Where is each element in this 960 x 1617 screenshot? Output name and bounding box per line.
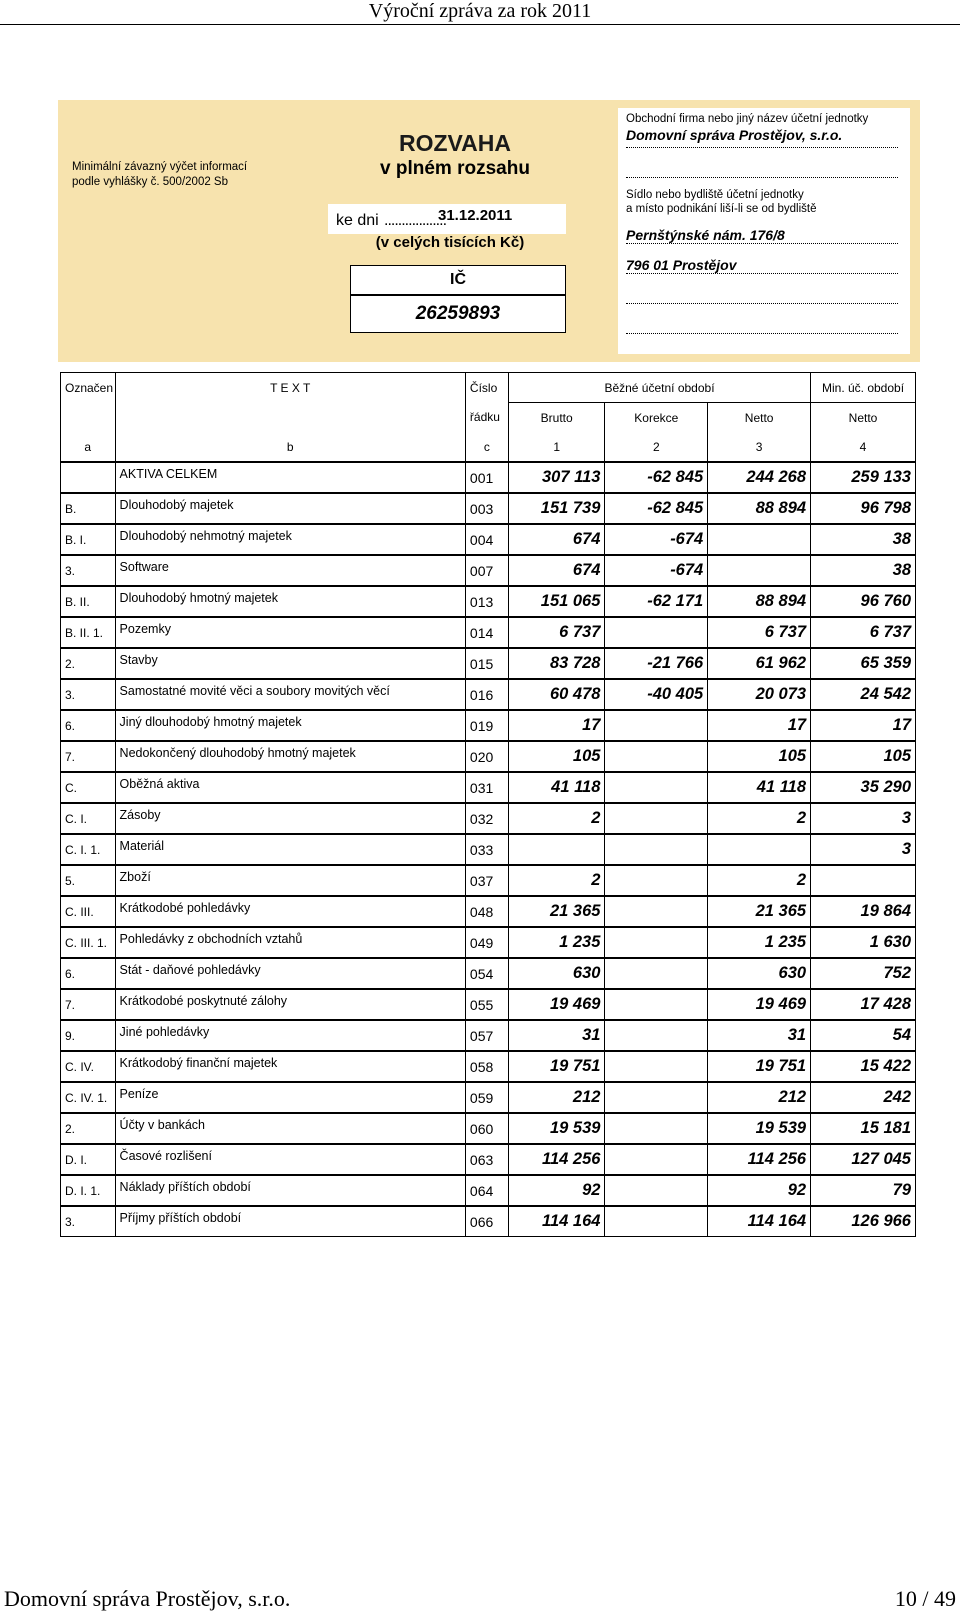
table-row	[61, 1175, 916, 1206]
table-row	[61, 524, 916, 555]
brutto-value: 114 256	[508, 1144, 605, 1175]
korekce-value	[605, 772, 708, 803]
row-text	[115, 462, 465, 493]
seat-label-2: a místo podnikání liší-li se od bydliště	[626, 203, 817, 215]
date-value: 31.12.2011	[438, 207, 513, 224]
table-row	[61, 462, 916, 493]
row-designation: B. I.	[61, 524, 116, 555]
row-text	[115, 1082, 465, 1113]
row-designation: C.	[61, 772, 116, 803]
netto-previous-value: 15 181	[811, 1113, 916, 1144]
row-text	[115, 1175, 465, 1206]
korekce-value: -62 171	[605, 586, 708, 617]
header-col-c: c	[465, 432, 508, 462]
netto-previous-value: 54	[811, 1020, 916, 1051]
row-designation: 6.	[61, 710, 116, 741]
netto-previous-value	[811, 865, 916, 896]
minimal-line-2: podle vyhlášky č. 500/2002 Sb	[72, 176, 228, 188]
row-text	[115, 958, 465, 989]
row-designation: 6.	[61, 958, 116, 989]
netto-value: 212	[708, 1082, 811, 1113]
header-min-obdobi: Min. úč. období	[811, 373, 916, 403]
table-header	[61, 373, 916, 463]
row-text	[115, 555, 465, 586]
row-number: 014	[465, 617, 508, 648]
netto-value: 21 365	[708, 896, 811, 927]
row-text-label: Jiný dlouhodobý hmotný majetek	[119, 715, 302, 729]
korekce-value	[605, 741, 708, 772]
korekce-value	[605, 803, 708, 834]
ic-label: IČ	[350, 265, 566, 295]
row-number: 057	[465, 1020, 508, 1051]
row-text	[115, 524, 465, 555]
row-number: 015	[465, 648, 508, 679]
header-col-2: 2	[605, 432, 708, 462]
row-text-label: Zásoby	[119, 808, 161, 822]
korekce-value: -21 766	[605, 648, 708, 679]
brutto-value: 212	[508, 1082, 605, 1113]
netto-previous-value: 38	[811, 555, 916, 586]
row-text	[115, 896, 465, 927]
minimal-requirements-note	[72, 160, 272, 190]
header-col-4: 4	[811, 432, 916, 462]
row-designation: D. I. 1.	[61, 1175, 116, 1206]
netto-previous-value: 242	[811, 1082, 916, 1113]
netto-previous-value: 79	[811, 1175, 916, 1206]
row-text-label: Příjmy příštích období	[119, 1211, 242, 1225]
row-number: 064	[465, 1175, 508, 1206]
row-text	[115, 989, 465, 1020]
row-designation: B. II. 1.	[61, 617, 116, 648]
table-body	[61, 462, 916, 1237]
row-text-label: Časové rozlišení	[119, 1149, 212, 1163]
table-row	[61, 1051, 916, 1082]
row-text-label: Dlouhodobý nehmotný majetek	[119, 529, 292, 543]
brutto-value: 674	[508, 524, 605, 555]
korekce-value	[605, 1051, 708, 1082]
korekce-value	[605, 989, 708, 1020]
firm-name: Domovní správa Prostějov, s.r.o.	[626, 127, 843, 143]
row-text	[115, 493, 465, 524]
table-row	[61, 803, 916, 834]
header-brutto: Brutto	[508, 403, 605, 433]
row-number: 058	[465, 1051, 508, 1082]
brutto-value: 630	[508, 958, 605, 989]
netto-value: 105	[708, 741, 811, 772]
brutto-value: 17	[508, 710, 605, 741]
row-number: 066	[465, 1206, 508, 1237]
korekce-value	[605, 1144, 708, 1175]
brutto-value: 19 469	[508, 989, 605, 1020]
row-designation: 3.	[61, 679, 116, 710]
netto-value: 61 962	[708, 648, 811, 679]
row-designation: C. III.	[61, 896, 116, 927]
row-text	[115, 1020, 465, 1051]
row-number: 060	[465, 1113, 508, 1144]
row-text-label: Pozemky	[119, 622, 171, 636]
brutto-value: 92	[508, 1175, 605, 1206]
row-text	[115, 741, 465, 772]
row-number: 063	[465, 1144, 508, 1175]
header-empty	[61, 403, 116, 433]
table-row	[61, 958, 916, 989]
netto-previous-value: 259 133	[811, 462, 916, 493]
row-text	[115, 834, 465, 865]
row-number: 037	[465, 865, 508, 896]
table-row	[61, 617, 916, 648]
table-row	[61, 679, 916, 710]
table-row	[61, 989, 916, 1020]
netto-value: 20 073	[708, 679, 811, 710]
row-text-label: Software	[119, 560, 169, 574]
brutto-value: 19 539	[508, 1113, 605, 1144]
netto-value: 114 256	[708, 1144, 811, 1175]
netto-previous-value: 17 428	[811, 989, 916, 1020]
row-number: 054	[465, 958, 508, 989]
table-row	[61, 555, 916, 586]
netto-value	[708, 555, 811, 586]
table-row	[61, 772, 916, 803]
row-number: 004	[465, 524, 508, 555]
row-number: 055	[465, 989, 508, 1020]
brutto-value: 151 065	[508, 586, 605, 617]
row-number: 032	[465, 803, 508, 834]
row-text-label: Nedokončený dlouhodobý hmotný majetek	[119, 746, 356, 760]
row-text	[115, 710, 465, 741]
table-row	[61, 648, 916, 679]
brutto-value: 6 737	[508, 617, 605, 648]
netto-value: 19 469	[708, 989, 811, 1020]
row-designation: B. II.	[61, 586, 116, 617]
row-text-label: Samostatné movité věci a soubory movitých věcí	[119, 684, 390, 698]
header-cislo: Číslo	[465, 373, 508, 403]
header-oznaceni: Označen	[61, 373, 116, 403]
netto-previous-value: 752	[811, 958, 916, 989]
city-address: 796 01 Prostějov	[626, 257, 737, 273]
row-number: 003	[465, 493, 508, 524]
netto-value	[708, 524, 811, 555]
korekce-value	[605, 617, 708, 648]
row-number: 016	[465, 679, 508, 710]
header-col-1: 1	[508, 432, 605, 462]
row-text-label: Stát - daňové pohledávky	[119, 963, 261, 977]
netto-previous-value: 19 864	[811, 896, 916, 927]
header-radku: řádku	[465, 403, 508, 433]
netto-value: 630	[708, 958, 811, 989]
row-designation: 2.	[61, 648, 116, 679]
row-number: 033	[465, 834, 508, 865]
korekce-value	[605, 1206, 708, 1237]
table-row	[61, 865, 916, 896]
row-designation: 3.	[61, 1206, 116, 1237]
row-text	[115, 865, 465, 896]
row-designation	[61, 462, 116, 493]
korekce-value	[605, 1175, 708, 1206]
netto-previous-value: 3	[811, 803, 916, 834]
netto-value	[708, 834, 811, 865]
row-text-label: Krátkodobé pohledávky	[119, 901, 251, 915]
netto-previous-value: 105	[811, 741, 916, 772]
netto-previous-value: 6 737	[811, 617, 916, 648]
row-designation: C. III. 1.	[61, 927, 116, 958]
row-number: 031	[465, 772, 508, 803]
row-designation: 5.	[61, 865, 116, 896]
netto-value: 17	[708, 710, 811, 741]
brutto-value: 60 478	[508, 679, 605, 710]
brutto-value: 2	[508, 803, 605, 834]
netto-value: 41 118	[708, 772, 811, 803]
korekce-value	[605, 927, 708, 958]
korekce-value	[605, 834, 708, 865]
brutto-value	[508, 834, 605, 865]
netto-value: 19 539	[708, 1113, 811, 1144]
netto-value: 2	[708, 865, 811, 896]
header-col-b: b	[115, 432, 465, 462]
netto-value: 6 737	[708, 617, 811, 648]
table-row	[61, 834, 916, 865]
seat-label-1: Sídlo nebo bydliště účetní jednotky	[626, 189, 804, 201]
netto-previous-value: 1 630	[811, 927, 916, 958]
row-designation: D. I.	[61, 1144, 116, 1175]
dotted-line	[626, 242, 898, 244]
dotted-line	[626, 146, 898, 148]
footer-company: Domovní správa Prostějov, s.r.o.	[4, 1586, 291, 1611]
netto-value: 92	[708, 1175, 811, 1206]
netto-previous-value: 24 542	[811, 679, 916, 710]
netto-value: 244 268	[708, 462, 811, 493]
brutto-value: 105	[508, 741, 605, 772]
row-text-label: Stavby	[119, 653, 158, 667]
row-text-label: Jiné pohledávky	[119, 1025, 210, 1039]
units-note: (v celých tisících Kč)	[375, 234, 525, 251]
row-text-label: Dlouhodobý majetek	[119, 498, 234, 512]
korekce-value	[605, 1020, 708, 1051]
netto-previous-value: 126 966	[811, 1206, 916, 1237]
row-text-label: Krátkodobý finanční majetek	[119, 1056, 278, 1070]
table-row	[61, 710, 916, 741]
netto-previous-value: 65 359	[811, 648, 916, 679]
table-row	[61, 1020, 916, 1051]
netto-previous-value: 15 422	[811, 1051, 916, 1082]
row-text-label: Účty v bankách	[119, 1118, 206, 1132]
netto-previous-value: 35 290	[811, 772, 916, 803]
dotted-line	[626, 272, 898, 274]
table-row	[61, 741, 916, 772]
brutto-value: 151 739	[508, 493, 605, 524]
netto-previous-value: 96 798	[811, 493, 916, 524]
netto-previous-value: 3	[811, 834, 916, 865]
dotted-line	[626, 332, 898, 334]
netto-value: 19 751	[708, 1051, 811, 1082]
row-text	[115, 772, 465, 803]
row-designation: C. I. 1.	[61, 834, 116, 865]
ic-value: 26259893	[350, 295, 566, 333]
date-prefix: ke dni	[336, 212, 379, 229]
korekce-value: -62 845	[605, 462, 708, 493]
row-text	[115, 1206, 465, 1237]
date-dots: ..................	[384, 212, 447, 229]
row-text-label: Dlouhodobý hmotný majetek	[119, 591, 278, 605]
korekce-value	[605, 1082, 708, 1113]
row-designation: 2.	[61, 1113, 116, 1144]
row-text	[115, 1051, 465, 1082]
header-empty	[115, 403, 465, 433]
brutto-value: 21 365	[508, 896, 605, 927]
row-text-label: AKTIVA CELKEM	[119, 467, 218, 481]
netto-previous-value: 17	[811, 710, 916, 741]
row-number: 019	[465, 710, 508, 741]
row-designation: 7.	[61, 989, 116, 1020]
netto-value: 2	[708, 803, 811, 834]
brutto-value: 19 751	[508, 1051, 605, 1082]
row-designation: C. IV.	[61, 1051, 116, 1082]
header-korekce: Korekce	[605, 403, 708, 433]
korekce-value: -674	[605, 524, 708, 555]
row-number: 049	[465, 927, 508, 958]
brutto-value: 307 113	[508, 462, 605, 493]
street-address: Pernštýnské nám. 176/8	[626, 227, 785, 243]
row-text-label: Materiál	[119, 839, 165, 853]
row-text	[115, 1144, 465, 1175]
brutto-value: 1 235	[508, 927, 605, 958]
brutto-value: 31	[508, 1020, 605, 1051]
korekce-value	[605, 1113, 708, 1144]
row-text-label: Pohledávky z obchodních vztahů	[119, 932, 303, 946]
footer-page-number: 10 / 49	[894, 1586, 956, 1611]
row-number: 059	[465, 1082, 508, 1113]
row-designation: 3.	[61, 555, 116, 586]
netto-value: 114 164	[708, 1206, 811, 1237]
netto-value: 31	[708, 1020, 811, 1051]
netto-previous-value: 96 760	[811, 586, 916, 617]
brutto-value: 2	[508, 865, 605, 896]
form-heading-panel	[58, 100, 920, 362]
brutto-value: 674	[508, 555, 605, 586]
table-row	[61, 927, 916, 958]
brutto-value: 83 728	[508, 648, 605, 679]
header-col-a: a	[61, 432, 116, 462]
row-text	[115, 648, 465, 679]
header-col-3: 3	[708, 432, 811, 462]
table-row	[61, 586, 916, 617]
brutto-value: 114 164	[508, 1206, 605, 1237]
korekce-value	[605, 710, 708, 741]
table-row	[61, 1113, 916, 1144]
page-header: Výroční zpráva za rok 2011	[0, 0, 960, 25]
row-number: 020	[465, 741, 508, 772]
row-designation: B.	[61, 493, 116, 524]
firm-info-box	[618, 108, 910, 354]
row-text-label: Zboží	[119, 870, 151, 884]
firm-label: Obchodní firma nebo jiný název účetní jednotky	[626, 113, 869, 125]
netto-previous-value: 38	[811, 524, 916, 555]
table-row	[61, 1144, 916, 1175]
row-text-label: Peníze	[119, 1087, 159, 1101]
korekce-value	[605, 865, 708, 896]
header-netto: Netto	[708, 403, 811, 433]
row-text-label: Oběžná aktiva	[119, 777, 200, 791]
row-designation: 7.	[61, 741, 116, 772]
table-row	[61, 896, 916, 927]
minimal-line-1: Minimální závazný výčet informací	[72, 161, 248, 173]
row-designation: 9.	[61, 1020, 116, 1051]
header-netto-min: Netto	[811, 403, 916, 433]
korekce-value	[605, 958, 708, 989]
table-row	[61, 493, 916, 524]
row-text	[115, 617, 465, 648]
netto-value: 88 894	[708, 586, 811, 617]
korekce-value: -674	[605, 555, 708, 586]
header-bezne-obdobi: Běžné účetní období	[508, 373, 810, 403]
row-number: 007	[465, 555, 508, 586]
dotted-line	[626, 302, 898, 304]
row-text-label: Náklady příštích období	[119, 1180, 251, 1194]
korekce-value: -62 845	[605, 493, 708, 524]
netto-value: 1 235	[708, 927, 811, 958]
date-box	[328, 204, 566, 234]
balance-sheet-table	[60, 372, 916, 1237]
row-text	[115, 1113, 465, 1144]
brutto-value: 41 118	[508, 772, 605, 803]
row-text	[115, 803, 465, 834]
netto-previous-value: 127 045	[811, 1144, 916, 1175]
row-number: 048	[465, 896, 508, 927]
table-row	[61, 1082, 916, 1113]
form-subtitle: v plném rozsahu	[380, 158, 530, 179]
dotted-line	[626, 176, 898, 178]
row-text	[115, 586, 465, 617]
row-text	[115, 679, 465, 710]
row-number: 001	[465, 462, 508, 493]
row-text	[115, 927, 465, 958]
row-text-label: Krátkodobé poskytnuté zálohy	[119, 994, 288, 1008]
form-title: ROZVAHA	[398, 130, 511, 156]
row-designation: C. IV. 1.	[61, 1082, 116, 1113]
korekce-value: -40 405	[605, 679, 708, 710]
korekce-value	[605, 896, 708, 927]
netto-value: 88 894	[708, 493, 811, 524]
row-designation: C. I.	[61, 803, 116, 834]
table-row	[61, 1206, 916, 1237]
header-text: T E X T	[115, 373, 465, 403]
row-number: 013	[465, 586, 508, 617]
